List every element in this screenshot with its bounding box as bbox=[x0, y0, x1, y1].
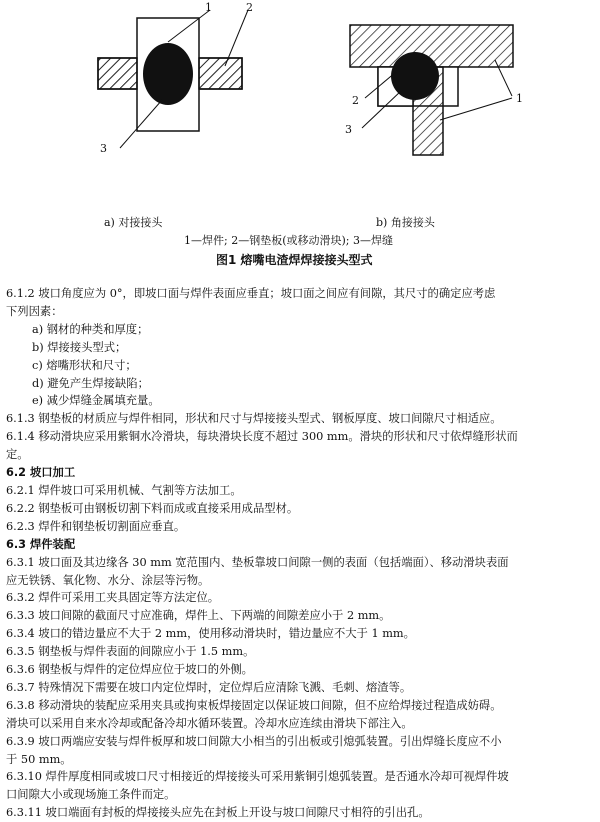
text-line: 6.3.11 坡口端面有封板的焊接接头应先在封板上开设与坡口间隙尺寸相符的引出孔。 bbox=[6, 806, 430, 820]
corner-joint-drawing bbox=[350, 25, 513, 155]
text-line: 6.3.3 坡口间隙的截面尺寸应准确，焊件上、下两端的间隙差应小于 2 mm。 bbox=[6, 609, 391, 623]
text-line: 6.3.7 特殊情况下需要在坡口内定位焊时，定位焊后应清除飞溅、毛刺、熔渣等。 bbox=[6, 680, 412, 694]
list-item: e) 减少焊缝金属填充量。 bbox=[32, 394, 160, 408]
text-line: 6.3.9 坡口两端应安装与焊件板厚和坡口间隙大小相当的引出板或引熄弧装置。引出焊缝长度应不小 bbox=[6, 734, 502, 748]
text-line: 6.3.5 钢垫板与焊件表面的间隙应小于 1.5 mm。 bbox=[6, 645, 255, 659]
text-line: 定。 bbox=[6, 448, 29, 462]
text-line: 于 50 mm。 bbox=[6, 752, 72, 766]
butt-joint-drawing bbox=[98, 10, 248, 148]
label-3-right: 3 bbox=[345, 123, 352, 136]
list-item: c) 熔嘴形状和尺寸； bbox=[32, 358, 137, 372]
text-line: 6.3.6 钢垫板与焊件的定位焊应位于坡口的外侧。 bbox=[6, 663, 253, 677]
text-line: 口间隙大小或现场施工条件而定。 bbox=[6, 788, 176, 802]
label-3-left: 3 bbox=[100, 142, 107, 155]
text-line: 滑块可以采用自来水冷却或配备冷却水循环装置。冷却水应连续由滑块下部注入。 bbox=[6, 716, 413, 730]
list-item: d) 避免产生焊接缺陷； bbox=[32, 376, 149, 390]
label-2-left: 2 bbox=[246, 1, 253, 14]
section-heading: 6.2 坡口加工 bbox=[6, 466, 76, 480]
text-line: 6.3.8 移动滑块的装配应采用夹具或拘束板焊接固定以保证坡口间隙，但不应给焊接过程造成妨碍。 bbox=[6, 698, 502, 712]
caption-a: a) 对接接头 bbox=[104, 216, 163, 229]
label-1-left: 1 bbox=[205, 1, 212, 14]
list-item: a) 钢材的种类和厚度； bbox=[32, 322, 149, 336]
figure-title: 图1 熔嘴电渣焊焊接接头型式 bbox=[216, 253, 373, 267]
figure-legend: 1—焊件; 2—钢垫板(或移动滑块); 3—焊缝 bbox=[184, 234, 393, 247]
text-line: 6.1.4 移动滑块应采用紫铜水冷滑块，每块滑块长度不超过 300 mm。滑块的形状和尺寸依焊缝形状而 bbox=[6, 430, 518, 444]
section-heading: 6.3 焊件装配 bbox=[6, 537, 76, 551]
text-line: 应无铁锈、氧化物、水分、涂层等污物。 bbox=[6, 573, 210, 587]
label-2-right: 2 bbox=[352, 94, 359, 107]
text-line: 6.3.1 坡口面及其边缘各 30 mm 宽范围内、垫板靠坡口间隙一侧的表面（包括端面）、移动滑块表面 bbox=[6, 555, 509, 569]
text-line: 下列因素： bbox=[6, 304, 63, 318]
text-line: 6.3.4 坡口的错边量应不大于 2 mm，使用移动滑块时，错边量应不大于 1 mm。 bbox=[6, 627, 415, 641]
label-1-right: 1 bbox=[516, 92, 523, 105]
caption-b: b) 角接接头 bbox=[376, 216, 435, 229]
text-line: 6.1.3 钢垫板的材质应与焊件相同，形状和尺寸与焊接接头型式、钢板厚度、坡口间隙尺寸相适应。 bbox=[6, 412, 502, 426]
text-line: 6.2.1 焊件坡口可采用机械、气割等方法加工。 bbox=[6, 483, 242, 497]
text-line: 6.2.3 焊件和钢垫板切割面应垂直。 bbox=[6, 519, 186, 533]
text-line: 6.2.2 钢垫板可由钢板切割下料而成或直接采用成品型材。 bbox=[6, 501, 299, 515]
figure-drawing bbox=[0, 0, 600, 230]
list-item: b) 焊接接头型式； bbox=[32, 340, 127, 354]
text-line: 6.1.2 坡口角度应为 0°，即坡口面与焊件表面应垂直；坡口面之间应有间隙，其尺寸的确定应考虑 bbox=[6, 287, 496, 300]
text-line: 6.3.10 焊件厚度相同或坡口尺寸相接近的焊接接头可采用紫铜引熄弧装置。是否通水冷却可视焊件坡 bbox=[6, 770, 509, 784]
body-text bbox=[6, 285, 596, 822]
text-line: 6.3.2 焊件可采用工夹具固定等方法定位。 bbox=[6, 591, 220, 605]
